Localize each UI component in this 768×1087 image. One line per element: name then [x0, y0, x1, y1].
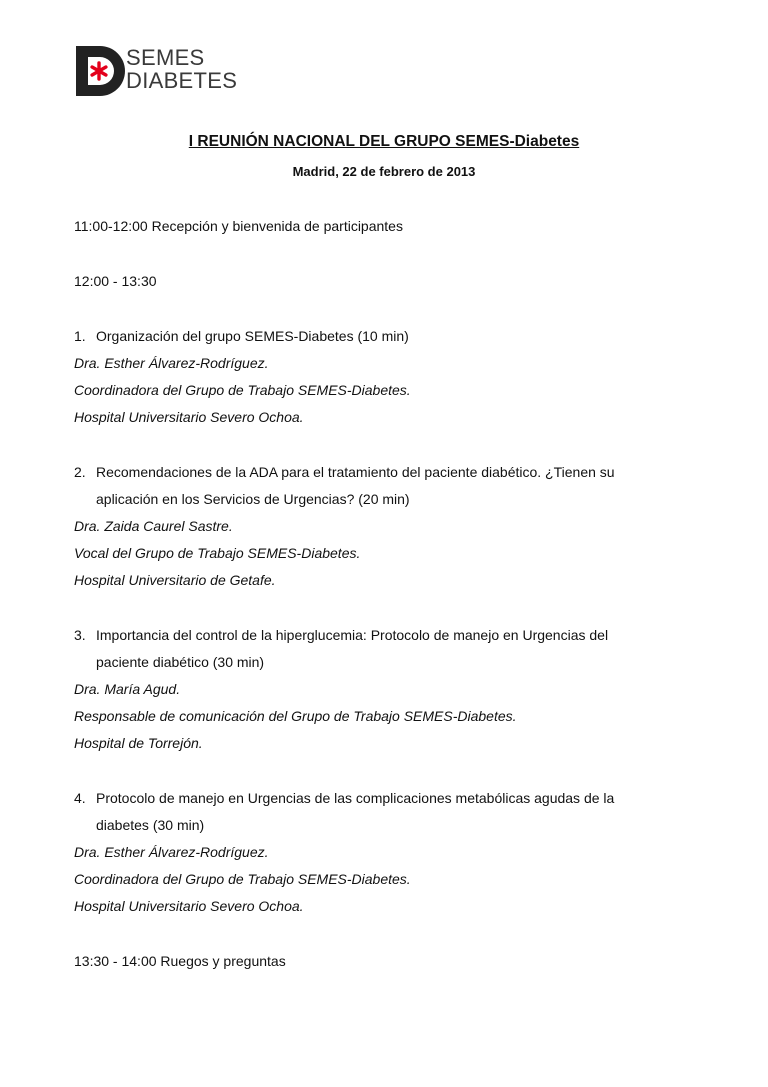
logo-line-semes: SEMES [126, 45, 205, 70]
logo-wordmark [126, 46, 237, 92]
agenda-item-number: 1. [74, 328, 86, 344]
document-title: I REUNIÓN NACIONAL DEL GRUPO SEMES-Diabetes [188, 133, 580, 150]
speaker-hospital: Hospital Universitario Severo Ochoa. [74, 898, 304, 914]
agenda-item-title-line: Recomendaciones de la ADA para el tratamiento del paciente diabético. ¿Tienen su [96, 464, 615, 480]
agenda-item-number: 3. [74, 627, 86, 643]
speaker-name: Dra. Esther Álvarez-Rodríguez. [74, 355, 269, 371]
speaker-name: Dra. Esther Álvarez-Rodríguez. [74, 844, 269, 860]
agenda-item-4 [74, 788, 694, 923]
speaker-role: Responsable de comunicación del Grupo de Trabajo SEMES-Diabetes. [74, 708, 517, 724]
document-subtitle: Madrid, 22 de febrero de 2013 [292, 164, 476, 179]
speaker-hospital: Hospital Universitario Severo Ochoa. [74, 409, 304, 425]
speaker-role: Coordinadora del Grupo de Trabajo SEMES-Diabetes. [74, 871, 411, 887]
agenda [74, 216, 694, 978]
agenda-item-1 [74, 326, 694, 434]
agenda-item-title [74, 326, 694, 353]
agenda-item-title-line: Organización del grupo SEMES-Diabetes (10 min) [96, 328, 409, 344]
speaker-hospital: Hospital de Torrejón. [74, 735, 203, 751]
agenda-item-2 [74, 462, 694, 597]
session-time: 12:00 - 13:30 [74, 273, 157, 289]
speaker-role: Vocal del Grupo de Trabajo SEMES-Diabetes. [74, 545, 361, 561]
welcome-line: 11:00-12:00 Recepción y bienvenida de participantes [74, 218, 403, 234]
speaker-name: Dra. María Agud. [74, 681, 181, 697]
agenda-item-title [74, 788, 694, 815]
agenda-item-title [74, 462, 694, 489]
agenda-item-title-continued: diabetes (30 min) [96, 817, 205, 833]
agenda-item-title [74, 625, 694, 652]
logo-line-diabetes: DIABETES [126, 68, 238, 93]
speaker-role: Coordinadora del Grupo de Trabajo SEMES-Diabetes. [74, 382, 411, 398]
agenda-item-title-continued: paciente diabético (30 min) [96, 654, 265, 670]
agenda-item-title-line: Protocolo de manejo en Urgencias de las complicaciones metabólicas agudas de la [96, 790, 615, 806]
agenda-item-title-continued: aplicación en los Servicios de Urgencias? (20 min) [96, 491, 410, 507]
speaker-name: Dra. Zaida Caurel Sastre. [74, 518, 233, 534]
agenda-item-number: 4. [74, 790, 86, 806]
closing-line: 13:30 - 14:00 Ruegos y preguntas [74, 953, 286, 969]
agenda-item-3 [74, 625, 694, 760]
semes-logo-mark-icon [74, 44, 128, 98]
agenda-item-title-line: Importancia del control de la hiperglucemia: Protocolo de manejo en Urgencias del [96, 627, 609, 643]
agenda-item-number: 2. [74, 464, 86, 480]
speaker-hospital: Hospital Universitario de Getafe. [74, 572, 276, 588]
